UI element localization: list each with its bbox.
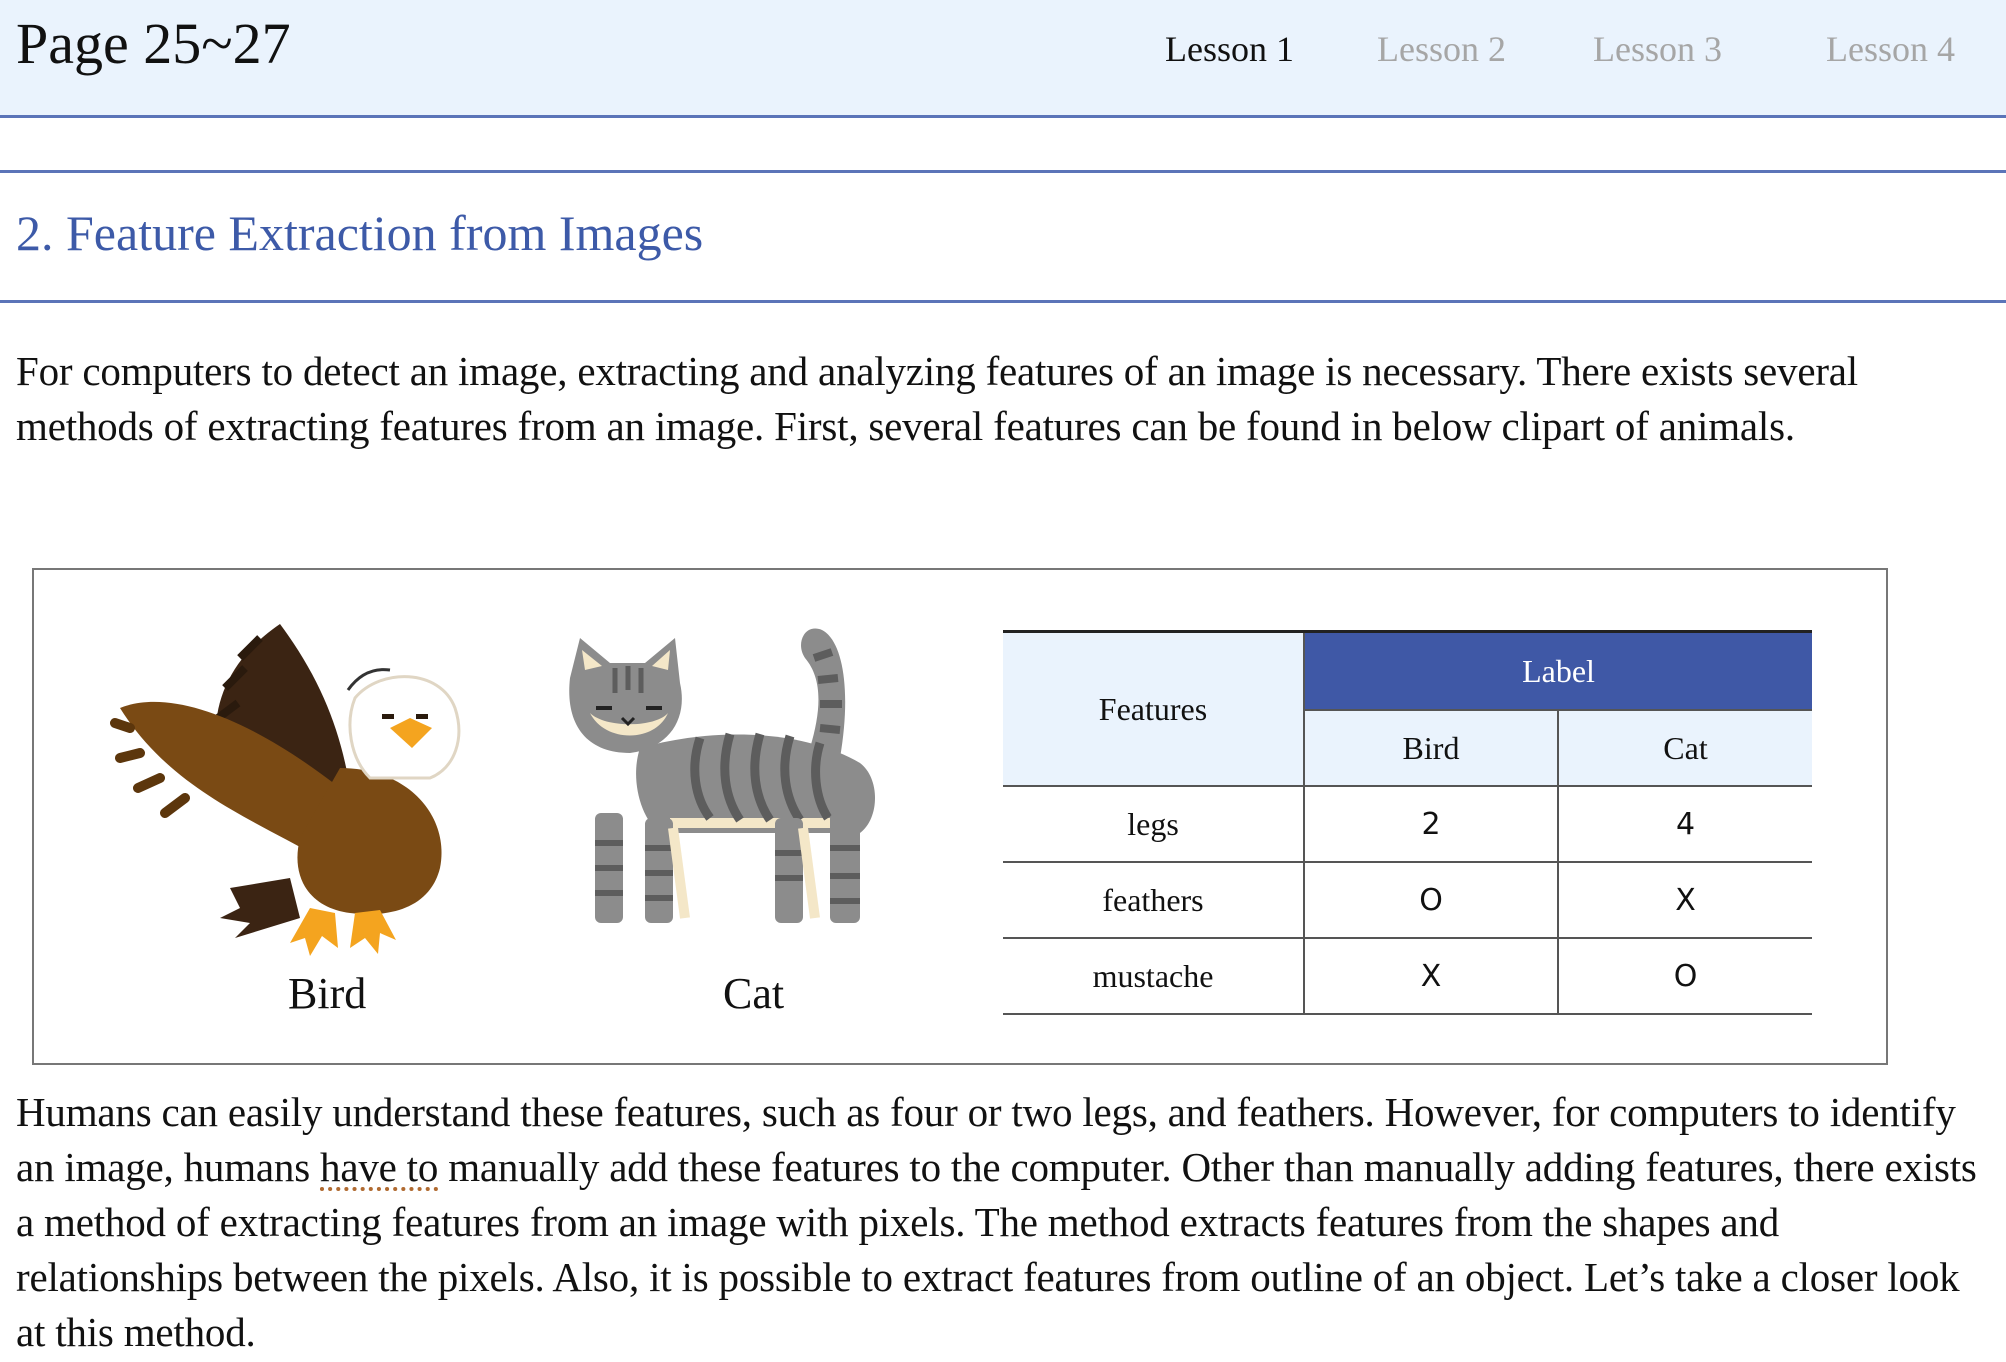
table-row [1003, 786, 1812, 862]
bird-caption: Bird [288, 969, 367, 1018]
body-paragraph [16, 1085, 1991, 1360]
bird-image [110, 618, 470, 958]
feature-cell: legs [1003, 786, 1304, 862]
header-bar [0, 0, 2006, 118]
divider-top [0, 170, 2006, 173]
body-text-part-1: Humans can easily understand these features, such as four or two legs, and feathers. However, for computers to identify an image, humans [16, 1089, 1956, 1190]
bird-value-cell: 2 [1304, 786, 1558, 862]
tab-lesson-4[interactable]: Lesson 4 [1826, 29, 1955, 69]
page-title: Page 25~27 [16, 11, 291, 76]
cat-value-cell: 4 [1558, 786, 1812, 862]
column-header-cat: Cat [1558, 710, 1812, 786]
bird-value-cell: O [1304, 862, 1558, 938]
table-row [1003, 938, 1812, 1014]
divider-bottom [0, 300, 2006, 303]
underlined-phrase: have to [320, 1144, 439, 1190]
bird-value-cell: X [1304, 938, 1558, 1014]
column-header-bird: Bird [1304, 710, 1558, 786]
features-header: Features [1003, 632, 1304, 787]
cat-value-cell: X [1558, 862, 1812, 938]
cat-value-cell: O [1558, 938, 1812, 1014]
section-title: 2. Feature Extraction from Images [16, 205, 704, 261]
feature-cell: feathers [1003, 862, 1304, 938]
tab-lesson-2[interactable]: Lesson 2 [1377, 29, 1506, 69]
cat-image [560, 618, 900, 938]
label-header: Label [1304, 632, 1812, 711]
tab-lesson-1[interactable]: Lesson 1 [1165, 29, 1294, 69]
intro-paragraph: For computers to detect an image, extracting and analyzing features of an image is necessary. There exists several methods of extracting features from an image. First, several features can be found in below clipart of animals. [16, 348, 1858, 449]
feature-cell: mustache [1003, 938, 1304, 1014]
feature-table [1003, 630, 1812, 1015]
table-row [1003, 862, 1812, 938]
cat-caption: Cat [723, 969, 785, 1018]
tab-lesson-3[interactable]: Lesson 3 [1593, 29, 1722, 69]
body-text-part-2: manually add these features to the computer. Other than manually adding features, there exists a method of extracting features from an image with pixels. The method extracts features from the shapes and relationships between the pixels. Also, it is possible to extract features from outline of an object. Let’s take a closer look at this method. [16, 1144, 1977, 1355]
